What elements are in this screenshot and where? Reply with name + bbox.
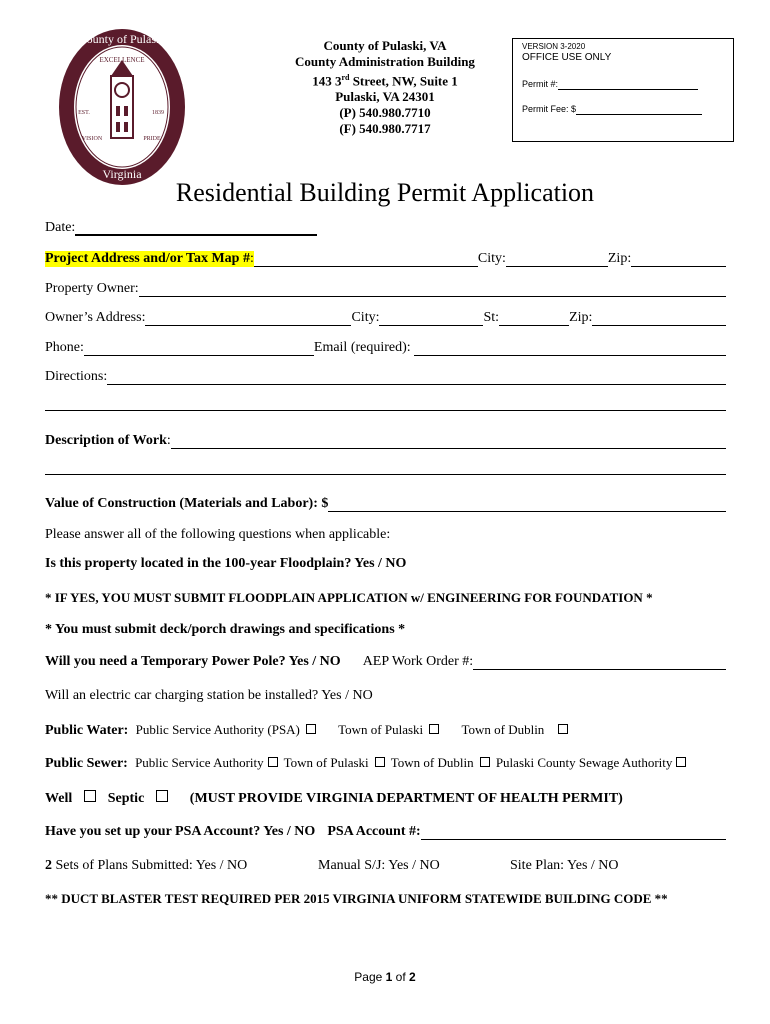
public-sewer-row: [45, 755, 689, 772]
project-zip-label: Zip:: [607, 251, 632, 266]
project-address-field[interactable]: [254, 252, 478, 267]
septic-checkbox[interactable]: [156, 790, 168, 802]
septic-label: Septic: [107, 791, 145, 806]
description-label: Description of Work: [45, 433, 167, 448]
date-field[interactable]: [75, 220, 317, 236]
vdh-note: (MUST PROVIDE VIRGINIA DEPARTMENT OF HEALTH PERMIT): [189, 791, 623, 806]
sewer-option-dublin: Town of Dublin: [390, 755, 474, 770]
header-phone: (P) 540.980.7710: [339, 105, 431, 121]
sewer-dublin-checkbox[interactable]: [480, 757, 490, 767]
psa-account-label: PSA Account #:: [327, 824, 421, 839]
project-city-label: City:: [477, 251, 506, 266]
value-field[interactable]: [328, 497, 726, 512]
deck-note: * You must submit deck/porch drawings and specifications *: [45, 622, 406, 637]
phone-label: Phone:: [45, 340, 84, 355]
water-psa-checkbox[interactable]: [306, 724, 316, 734]
project-zip-field[interactable]: [631, 252, 726, 267]
header-fax: (F) 540.980.7717: [339, 121, 431, 137]
permit-fee-field[interactable]: [576, 104, 702, 115]
manual-sj-question: Manual S/J: Yes / NO: [318, 858, 440, 873]
project-address-row: [45, 251, 726, 267]
county-seal-logo: [58, 28, 186, 186]
water-option-dublin: Town of Dublin: [461, 722, 545, 737]
email-label: Email (required):: [313, 340, 415, 355]
questions-intro: Please answer all of the following questions when applicable:: [45, 527, 391, 542]
date-row: [45, 220, 317, 236]
seal-pride-text: PRIDE: [143, 136, 161, 142]
psa-account-row: [45, 824, 726, 840]
plans-row: [45, 858, 247, 874]
sewer-county-checkbox[interactable]: [676, 757, 686, 767]
owner-address-row: [45, 310, 726, 326]
sewer-pulaski-checkbox[interactable]: [375, 757, 385, 767]
directions-field[interactable]: [107, 370, 726, 385]
aep-label: AEP Work Order #:: [362, 654, 474, 669]
ev-station-question: Will an electric car charging station be installed? Yes / NO: [45, 688, 373, 703]
well-checkbox[interactable]: [84, 790, 96, 802]
directions-extra-line[interactable]: [45, 410, 726, 411]
water-dublin-checkbox[interactable]: [558, 724, 568, 734]
header-line1: County of Pulaski, VA: [323, 38, 447, 53]
page-label: Page: [354, 970, 386, 984]
page-number: [0, 970, 770, 984]
project-address-label: Project Address and/or Tax Map #: [45, 251, 250, 266]
date-label: Date:: [45, 220, 76, 235]
phone-email-row: [45, 340, 726, 356]
county-address-block: [270, 38, 500, 137]
seal-est-text: EST.: [78, 110, 90, 116]
power-pole-question: Will you need a Temporary Power Pole? Yes / NO: [45, 654, 341, 669]
version-label: VERSION 3-2020: [522, 42, 586, 51]
project-city-field[interactable]: [506, 252, 608, 267]
page-current: 1: [385, 970, 393, 984]
water-option-pulaski: Town of Pulaski: [338, 722, 424, 737]
permit-number-label: Permit #:: [522, 79, 559, 89]
public-water-label: Public Water:: [45, 723, 129, 738]
owner-city-label: City:: [351, 310, 380, 325]
owner-city-field[interactable]: [379, 311, 483, 326]
email-field[interactable]: [414, 341, 726, 356]
floodplain-note: * IF YES, YOU MUST SUBMIT FLOODPLAIN APPLICATION w/ ENGINEERING FOR FOUNDATION *: [45, 590, 653, 605]
office-use-title: OFFICE USE ONLY: [522, 52, 612, 63]
water-pulaski-checkbox[interactable]: [429, 724, 439, 734]
public-sewer-label: Public Sewer:: [45, 756, 128, 771]
office-use-box: [512, 38, 734, 142]
owner-label: Property Owner:: [45, 281, 139, 296]
description-extra-line[interactable]: [45, 474, 726, 475]
seal-year-text: 1839: [152, 110, 164, 116]
header-line3-sup: rd: [341, 73, 350, 82]
public-water-row: [45, 722, 571, 739]
header-line2: County Administration Building: [295, 54, 475, 69]
duct-blaster-note: ** DUCT BLASTER TEST REQUIRED PER 2015 VIRGINIA UNIFORM STATEWIDE BUILDING CODE **: [45, 891, 668, 906]
power-pole-row: [45, 654, 726, 670]
sewer-psa-checkbox[interactable]: [268, 757, 278, 767]
project-address-colon: :: [249, 251, 254, 266]
phone-field[interactable]: [84, 341, 314, 356]
value-label: Value of Construction (Materials and Labor): [45, 496, 314, 511]
plans-question: Sets of Plans Submitted: Yes / NO: [52, 858, 248, 873]
aep-field[interactable]: [473, 655, 726, 670]
page-total: 2: [409, 970, 416, 984]
header-line4: Pulaski, VA 24301: [335, 89, 435, 105]
well-septic-row: [45, 790, 623, 807]
permit-number-field[interactable]: [558, 79, 698, 90]
form-title: Residential Building Permit Application: [175, 178, 595, 207]
site-plan-question: Site Plan: Yes / NO: [510, 858, 619, 873]
floodplain-question: Is this property located in the 100-year Floodplain? Yes / NO: [45, 556, 407, 571]
sewer-option-pulaski: Town of Pulaski: [283, 755, 369, 770]
sewer-option-county: Pulaski County Sewage Authority: [495, 755, 673, 770]
description-field[interactable]: [171, 434, 726, 449]
value-row: [45, 496, 726, 512]
header-line3: [270, 70, 500, 89]
seal-top-text: County of Pulaski: [78, 32, 166, 46]
well-label: Well: [45, 791, 73, 806]
permit-fee-label: Permit Fee: $: [522, 104, 577, 114]
seal-excellence-text: EXCELLENCE: [99, 56, 145, 64]
owner-address-label: Owner’s Address:: [45, 310, 146, 325]
description-colon: :: [166, 433, 171, 448]
plans-count: 2: [45, 858, 52, 873]
directions-label: Directions:: [45, 369, 108, 384]
owner-field[interactable]: [139, 282, 726, 297]
psa-setup-question: Have you set up your PSA Account? Yes / NO: [45, 824, 316, 839]
directions-row: [45, 369, 726, 385]
owner-state-field[interactable]: [499, 311, 569, 326]
water-option-psa: Public Service Authority (PSA): [135, 722, 300, 737]
header-line3-post: Street, NW, Suite 1: [349, 73, 458, 89]
seal-bottom-text: Virginia: [102, 167, 142, 181]
owner-row: [45, 281, 726, 297]
page-of: of: [392, 970, 410, 984]
description-row: [45, 433, 726, 449]
owner-zip-field[interactable]: [592, 311, 726, 326]
owner-address-field[interactable]: [145, 311, 351, 326]
psa-account-field[interactable]: [421, 825, 726, 840]
owner-zip-label: Zip:: [569, 310, 593, 325]
seal-vision-text: VISION: [81, 136, 103, 142]
value-dollar: : $: [313, 496, 329, 511]
header-line3-pre: 143 3: [312, 73, 342, 89]
sewer-option-psa: Public Service Authority: [135, 755, 264, 770]
owner-state-label: St:: [483, 310, 500, 325]
